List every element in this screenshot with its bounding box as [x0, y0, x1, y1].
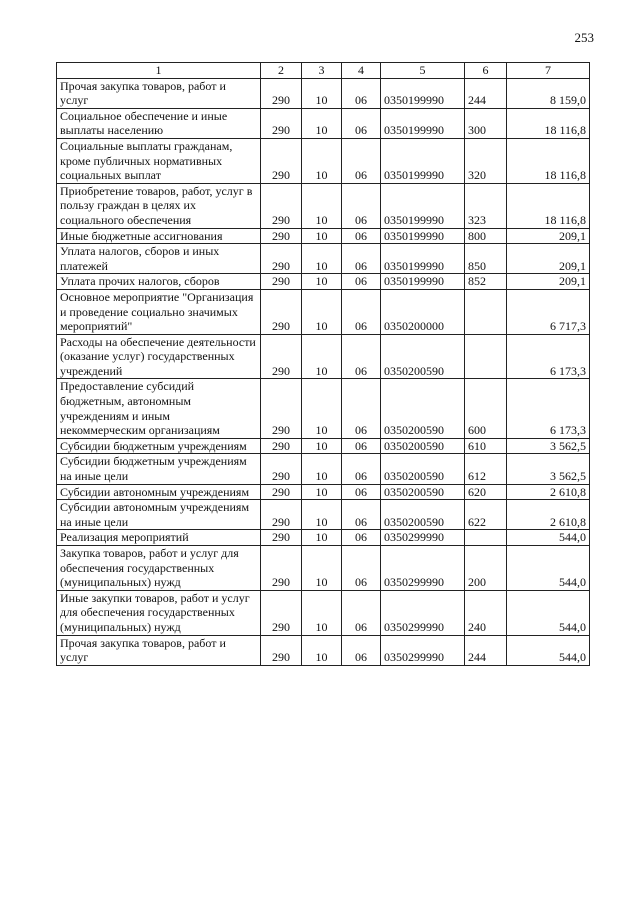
cell-target-article-code: 0350299990 [381, 590, 465, 635]
cell-target-article-code: 0350199990 [381, 274, 465, 290]
cell-expense-type-code: 850 [465, 244, 507, 274]
cell-ministry-code: 290 [261, 590, 302, 635]
cell-amount: 3 562,5 [507, 438, 590, 454]
cell-expense-name: Уплата налогов, сборов и иных платежей [57, 244, 261, 274]
cell-expense-type-code: 800 [465, 228, 507, 244]
cell-target-article-code: 0350200590 [381, 379, 465, 438]
cell-target-article-code: 0350299990 [381, 546, 465, 591]
cell-subsection-code: 06 [342, 78, 381, 108]
cell-amount: 18 116,8 [507, 183, 590, 228]
cell-expense-type-code: 622 [465, 500, 507, 530]
cell-target-article-code: 0350200590 [381, 334, 465, 379]
cell-amount: 18 116,8 [507, 138, 590, 183]
cell-expense-type-code: 600 [465, 379, 507, 438]
column-header-1: 1 [57, 63, 261, 79]
cell-ministry-code: 290 [261, 108, 302, 138]
cell-section-code: 10 [302, 244, 342, 274]
cell-section-code: 10 [302, 274, 342, 290]
cell-ministry-code: 290 [261, 438, 302, 454]
cell-expense-type-code: 852 [465, 274, 507, 290]
cell-amount: 6 173,3 [507, 334, 590, 379]
cell-subsection-code: 06 [342, 183, 381, 228]
cell-subsection-code: 06 [342, 334, 381, 379]
cell-amount: 8 159,0 [507, 78, 590, 108]
cell-subsection-code: 06 [342, 274, 381, 290]
cell-section-code: 10 [302, 138, 342, 183]
cell-expense-name: Предоставление субсидий бюджетным, автономным учреждениям и иным некоммерческим организациям [57, 379, 261, 438]
cell-expense-type-code: 612 [465, 454, 507, 484]
cell-ministry-code: 290 [261, 183, 302, 228]
cell-target-article-code: 0350200000 [381, 289, 465, 334]
cell-ministry-code: 290 [261, 274, 302, 290]
cell-subsection-code: 06 [342, 228, 381, 244]
table-row [57, 108, 590, 138]
cell-target-article-code: 0350200590 [381, 438, 465, 454]
table-row [57, 183, 590, 228]
cell-amount: 544,0 [507, 530, 590, 546]
table-row [57, 379, 590, 438]
cell-expense-type-code: 620 [465, 484, 507, 500]
cell-expense-type-code: 320 [465, 138, 507, 183]
cell-expense-type-code [465, 289, 507, 334]
cell-expense-name: Социальное обеспечение и иные выплаты населению [57, 108, 261, 138]
cell-expense-type-code: 244 [465, 78, 507, 108]
column-header-5: 5 [381, 63, 465, 79]
cell-section-code: 10 [302, 78, 342, 108]
cell-expense-name: Приобретение товаров, работ, услуг в пользу граждан в целях их социального обеспечения [57, 183, 261, 228]
cell-expense-name: Субсидии автономным учреждениям на иные цели [57, 500, 261, 530]
table-row [57, 530, 590, 546]
table-row [57, 454, 590, 484]
cell-section-code: 10 [302, 228, 342, 244]
cell-expense-name: Иные бюджетные ассигнования [57, 228, 261, 244]
cell-expense-name: Субсидии бюджетным учреждениям [57, 438, 261, 454]
cell-expense-type-code [465, 334, 507, 379]
table-row [57, 78, 590, 108]
cell-expense-name: Уплата прочих налогов, сборов [57, 274, 261, 290]
cell-expense-name: Иные закупки товаров, работ и услуг для обеспечения государственных (муниципальных) нужд [57, 590, 261, 635]
cell-subsection-code: 06 [342, 379, 381, 438]
cell-ministry-code: 290 [261, 530, 302, 546]
table-row [57, 289, 590, 334]
cell-ministry-code: 290 [261, 500, 302, 530]
cell-expense-type-code: 240 [465, 590, 507, 635]
cell-amount: 3 562,5 [507, 454, 590, 484]
table-row [57, 138, 590, 183]
cell-target-article-code: 0350299990 [381, 635, 465, 665]
cell-target-article-code: 0350199990 [381, 228, 465, 244]
cell-amount: 18 116,8 [507, 108, 590, 138]
cell-ministry-code: 290 [261, 635, 302, 665]
cell-target-article-code: 0350199990 [381, 183, 465, 228]
cell-target-article-code: 0350199990 [381, 108, 465, 138]
column-header-4: 4 [342, 63, 381, 79]
cell-ministry-code: 290 [261, 454, 302, 484]
cell-subsection-code: 06 [342, 635, 381, 665]
cell-target-article-code: 0350199990 [381, 138, 465, 183]
cell-expense-name: Основное мероприятие "Организация и проведение социально значимых мероприятий" [57, 289, 261, 334]
cell-section-code: 10 [302, 438, 342, 454]
table-row [57, 244, 590, 274]
cell-section-code: 10 [302, 546, 342, 591]
column-header-7: 7 [507, 63, 590, 79]
cell-expense-name: Реализация мероприятий [57, 530, 261, 546]
cell-expense-type-code: 610 [465, 438, 507, 454]
cell-ministry-code: 290 [261, 228, 302, 244]
cell-subsection-code: 06 [342, 438, 381, 454]
table-row [57, 500, 590, 530]
cell-ministry-code: 290 [261, 484, 302, 500]
cell-amount: 544,0 [507, 590, 590, 635]
table-row [57, 228, 590, 244]
cell-section-code: 10 [302, 635, 342, 665]
cell-subsection-code: 06 [342, 590, 381, 635]
cell-target-article-code: 0350200590 [381, 484, 465, 500]
cell-amount: 2 610,8 [507, 500, 590, 530]
cell-ministry-code: 290 [261, 546, 302, 591]
cell-ministry-code: 290 [261, 138, 302, 183]
cell-subsection-code: 06 [342, 500, 381, 530]
cell-expense-name: Субсидии автономным учреждениям [57, 484, 261, 500]
cell-expense-name: Расходы на обеспечение деятельности (оказание услуг) государственных учреждений [57, 334, 261, 379]
cell-target-article-code: 0350200590 [381, 500, 465, 530]
cell-target-article-code: 0350200590 [381, 454, 465, 484]
column-header-3: 3 [302, 63, 342, 79]
page-number: 253 [574, 30, 594, 45]
cell-section-code: 10 [302, 379, 342, 438]
cell-amount: 6 173,3 [507, 379, 590, 438]
cell-section-code: 10 [302, 334, 342, 379]
cell-expense-name: Прочая закупка товаров, работ и услуг [57, 635, 261, 665]
cell-subsection-code: 06 [342, 138, 381, 183]
cell-subsection-code: 06 [342, 454, 381, 484]
cell-expense-type-code: 244 [465, 635, 507, 665]
cell-expense-type-code: 300 [465, 108, 507, 138]
table-row [57, 484, 590, 500]
table-row [57, 438, 590, 454]
cell-expense-type-code: 200 [465, 546, 507, 591]
cell-subsection-code: 06 [342, 108, 381, 138]
cell-section-code: 10 [302, 108, 342, 138]
table-row [57, 546, 590, 591]
table-header-row [57, 63, 590, 79]
cell-ministry-code: 290 [261, 379, 302, 438]
cell-subsection-code: 06 [342, 530, 381, 546]
cell-section-code: 10 [302, 289, 342, 334]
cell-subsection-code: 06 [342, 244, 381, 274]
table-row [57, 590, 590, 635]
cell-expense-type-code [465, 530, 507, 546]
cell-ministry-code: 290 [261, 289, 302, 334]
cell-subsection-code: 06 [342, 546, 381, 591]
cell-section-code: 10 [302, 183, 342, 228]
cell-ministry-code: 290 [261, 78, 302, 108]
cell-section-code: 10 [302, 530, 342, 546]
column-header-2: 2 [261, 63, 302, 79]
table-row [57, 635, 590, 665]
cell-subsection-code: 06 [342, 484, 381, 500]
cell-subsection-code: 06 [342, 289, 381, 334]
cell-expense-name: Субсидии бюджетным учреждениям на иные цели [57, 454, 261, 484]
cell-amount: 544,0 [507, 546, 590, 591]
table-row [57, 334, 590, 379]
cell-expense-type-code: 323 [465, 183, 507, 228]
cell-amount: 2 610,8 [507, 484, 590, 500]
cell-target-article-code: 0350199990 [381, 78, 465, 108]
column-header-6: 6 [465, 63, 507, 79]
cell-expense-name: Социальные выплаты гражданам, кроме публичных нормативных социальных выплат [57, 138, 261, 183]
cell-amount: 6 717,3 [507, 289, 590, 334]
cell-section-code: 10 [302, 590, 342, 635]
cell-ministry-code: 290 [261, 334, 302, 379]
cell-section-code: 10 [302, 484, 342, 500]
cell-ministry-code: 290 [261, 244, 302, 274]
cell-amount: 209,1 [507, 228, 590, 244]
cell-target-article-code: 0350199990 [381, 244, 465, 274]
budget-table [56, 62, 590, 666]
cell-amount: 209,1 [507, 274, 590, 290]
cell-expense-name: Прочая закупка товаров, работ и услуг [57, 78, 261, 108]
table-row [57, 274, 590, 290]
cell-expense-name: Закупка товаров, работ и услуг для обеспечения государственных (муниципальных) нужд [57, 546, 261, 591]
cell-section-code: 10 [302, 500, 342, 530]
cell-amount: 544,0 [507, 635, 590, 665]
cell-amount: 209,1 [507, 244, 590, 274]
cell-section-code: 10 [302, 454, 342, 484]
cell-target-article-code: 0350299990 [381, 530, 465, 546]
